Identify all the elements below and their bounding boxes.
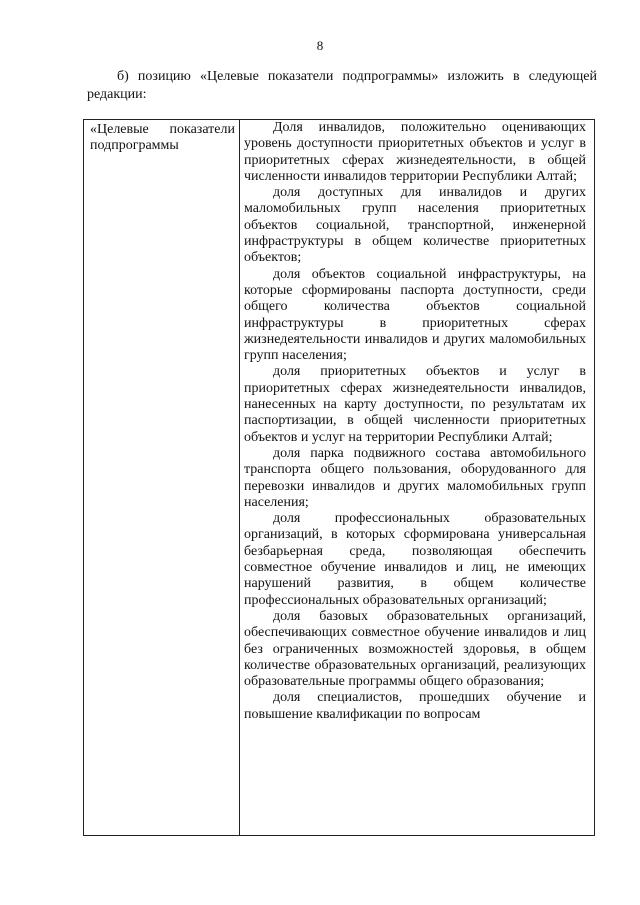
row-label: «Целевые показатели подпрограммы xyxy=(90,122,235,153)
table-row xyxy=(84,120,595,836)
indicator-item: доля профессиональных образовательных организаций, в которых сформирована универсальная безбарьерная среда, позволяющая обеспечить совместное обучение инвалидов и лиц, не имеющих нарушений развития, в общем количестве профессиональных образовательных организаций; xyxy=(244,511,586,608)
indicators-table xyxy=(83,119,595,836)
indicator-item: доля специалистов, прошедших обучение и повышение квалификации по вопросам xyxy=(244,690,586,722)
indicator-item: доля парка подвижного состава автомобильного транспорта общего пользования, оборудованного для перевозки инвалидов и других маломобильных групп населения; xyxy=(244,445,586,510)
label-cell xyxy=(84,120,240,836)
page-number: 8 xyxy=(316,38,324,53)
content-cell xyxy=(240,120,595,836)
indicator-item: доля базовых образовательных организаций, обеспечивающих совместное обучение инвалидов и лиц без ограниченных возможностей здоровья, в общем количестве образовательных организаций, реализующих образовательные программы общего образования; xyxy=(244,608,586,690)
indicator-item: доля объектов социальной инфраструктуры, на которые сформированы паспорта доступности, среди общего количества объектов социальной инфраструктуры в приоритетных сферах жизнедеятельности инвалидов и других маломобильных групп населения; xyxy=(244,266,586,364)
indicator-item: доля доступных для инвалидов и других маломобильных групп населения приоритетных объектов социальной, транспортной, инженерной инфраструктуры в общем количестве приоритетных объектов; xyxy=(244,185,586,266)
indicator-item: Доля инвалидов, положительно оценивающих уровень доступности приоритетных объектов и услуг в приоритетных сферах жизнедеятельности, в общей численности инвалидов территории Республики Алтай; xyxy=(244,120,586,184)
intro-paragraph: б) позицию «Целевые показатели подпрограммы» изложить в следующей редакции: xyxy=(87,69,597,102)
indicator-item: доля приоритетных объектов и услуг в приоритетных сферах жизнедеятельности инвалидов, нанесенных на карту доступности, по результатам их паспортизации, в общей численности приоритетных объектов и услуг на территории Республики Алтай; xyxy=(244,364,586,445)
